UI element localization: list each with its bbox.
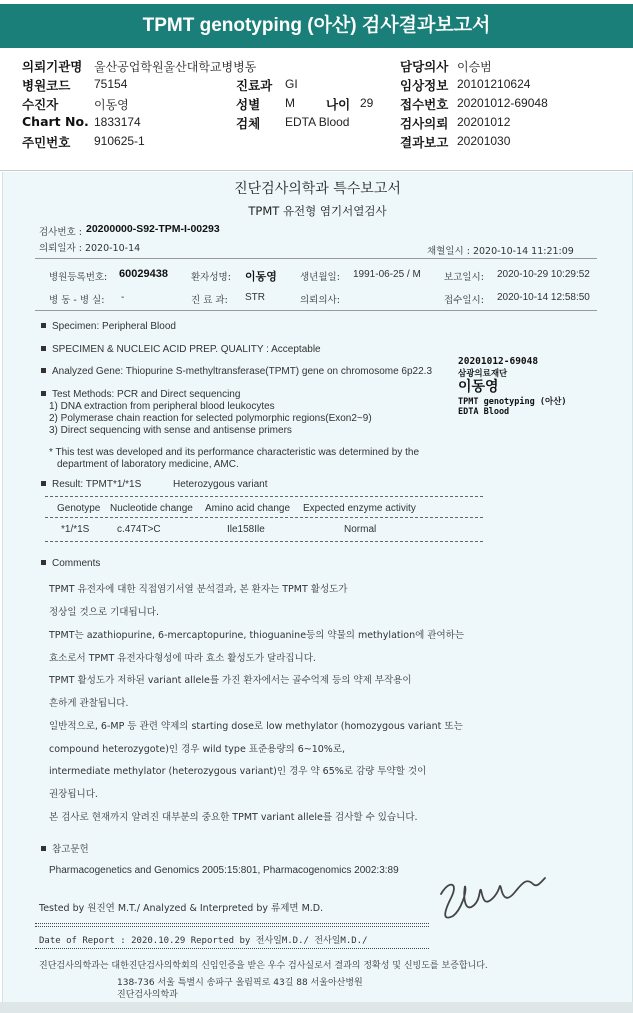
patient-box-top [35, 258, 597, 259]
header-value-clinical-info: 20101210624 [457, 77, 531, 91]
footer-dept: 진단검사의학과 [117, 990, 178, 1000]
dept-label: 진 료 과: [191, 295, 228, 306]
header-value-sex: M [285, 96, 295, 110]
comment-line-2: 정상일 것으로 기대됩니다. [49, 607, 160, 618]
header-value-request: 20201012 [457, 115, 511, 129]
table-mid-rule [45, 517, 483, 518]
reg-no: 60029438 [119, 268, 168, 280]
ward-label: 병 동 - 병 실: [49, 295, 105, 306]
comment-line-9: intermediate methylator (heterozygous variant)인 경우 약 65%로 감량 투약할 것이 [49, 766, 427, 777]
table-header-genotype: Genotype [57, 503, 101, 514]
header-value-specimen: EDTA Blood [285, 115, 350, 129]
report-rule-1 [35, 923, 429, 924]
result-line: Result: TPMT*1/*1S [41, 479, 141, 490]
specimen-label-sticker [458, 356, 590, 417]
note-line-2: department of laboratory medicine, AMC. [57, 459, 239, 470]
header-label-hospital-code: 병원코드 [22, 78, 71, 93]
header-value-receipt-no: 20201012-69048 [457, 96, 548, 110]
comments-title: Comments [41, 558, 100, 569]
comment-line-4: 효소로서 TPMT 유전자다형성에 따라 효소 활성도가 달라집니다. [49, 653, 316, 664]
header-label-doctor: 담당의사 [400, 59, 449, 74]
dept: STR [245, 292, 265, 303]
comment-line-11: 본 검사로 현재까지 알려진 대부분의 중요한 TPMT variant allele를 검사할 수 있습니다. [49, 812, 418, 823]
reg-no-label: 병원등록번호: [49, 272, 108, 283]
result-value: Heterozygous variant [173, 479, 268, 490]
table-bottom-rule [45, 541, 483, 542]
patient-box-bottom [35, 310, 597, 311]
request-header [0, 48, 633, 171]
signature-scribble [435, 872, 551, 928]
exam-no-label: 검사번호 : [39, 227, 82, 238]
collect-date: 채혈일시 : 2020-10-14 11:21:09 [427, 246, 574, 257]
header-label-org: 의뢰기관명 [22, 59, 83, 74]
header-value-resident-no: 910625-1 [94, 134, 145, 148]
table-cell-genotype: *1/*1S [61, 524, 90, 535]
request-date: 의뢰일자 : 2020-10-14 [39, 243, 141, 254]
note-line-1: * This test was developed and its performance characteristic was determined by the [49, 447, 419, 458]
header-value-result-report: 20201030 [457, 134, 511, 148]
doctor-label: 의뢰의사: [300, 295, 340, 306]
gene-line: Analyzed Gene: Thiopurine S-methyltransferase(TPMT) gene on chromosome 6p22.3 [41, 366, 432, 377]
comment-line-3: TPMT는 azathiopurine, 6-mercaptopurine, thioguanine등의 약물의 methylation에 관여하는 [49, 630, 464, 641]
refs: Pharmacogenetics and Genomics 2005:15:801, Pharmacogenomics 2002:3:89 [49, 865, 399, 876]
table-header-nucleotide: Nucleotide change [110, 503, 193, 514]
table-cell-enzyme: Normal [344, 524, 377, 535]
method-2: 2) Polymerase chain reaction for selected polymorphic regions(Exon2~9) [49, 413, 372, 424]
sticker-test: TPMT genotyping (아산) [458, 397, 567, 407]
tested-by: Tested by 원진연 M.T./ Analyzed & Interpreted by 류제면 M.D. [39, 903, 324, 914]
header-value-patient: 이동영 [94, 98, 129, 112]
header-value-age: 29 [360, 96, 374, 110]
exam-no: 20200000-S92-TPM-I-00293 [86, 223, 220, 235]
header-label-result-report: 결과보고 [400, 135, 449, 150]
scanned-report [2, 172, 633, 1002]
footer-strip [0, 1002, 633, 1013]
patient-name-label: 환자성명: [191, 272, 231, 283]
header-value-doctor: 이승범 [457, 60, 492, 74]
table-cell-amino: Ile158Ile [227, 524, 265, 535]
specimen-line: Specimen: Peripheral Blood [41, 321, 176, 332]
report-time: 2020-10-29 10:29:52 [497, 269, 590, 280]
quality-line: SPECIMEN & NUCLEIC ACID PREP. QUALITY : Acceptable [41, 344, 321, 355]
recv-time-label: 접수일시: [444, 295, 484, 306]
comment-line-10: 권장됩니다. [49, 789, 98, 800]
test-title: TPMT 유전형 염기서열검사 [248, 204, 387, 218]
comment-line-1: TPMT 유전자에 대한 직접염기서열 분석결과, 본 환자는 TPMT 활성도가 [49, 584, 348, 595]
header-label-patient: 수진자 [22, 97, 59, 112]
table-header-enzyme: Expected enzyme activity [303, 503, 416, 514]
comment-line-7: 일반적으로, 6-MP 등 관련 약제의 starting dose로 low methylator (homozygous variant 또는 [49, 721, 463, 732]
ward: - [121, 292, 125, 303]
patient-name: 이동영 [245, 270, 277, 283]
header-label-request: 검사의뢰 [400, 116, 449, 131]
header-label-receipt-no: 접수번호 [400, 97, 449, 112]
table-header-amino: Amino acid change [205, 503, 291, 514]
comment-line-8: compound heterozygote)인 경우 wild type 표준용량의 6~10%로, [49, 744, 346, 755]
header-value-hospital-code: 75154 [94, 77, 128, 91]
header-value-dept: GI [285, 77, 298, 91]
report-title: TPMT genotyping (아산) 검사결과보고서 [0, 4, 633, 48]
sticker-receipt-no: 20201012-69048 [458, 356, 539, 367]
recv-time: 2020-10-14 12:58:50 [497, 292, 590, 303]
header-label-clinical-info: 임상정보 [400, 78, 449, 93]
refs-title: 참고문헌 [41, 841, 89, 855]
methods-title: Test Methods: PCR and Direct sequencing [41, 389, 240, 400]
method-3: 3) Direct sequencing with sense and antisense primers [49, 425, 292, 436]
table-cell-nucleotide: c.474T>C [117, 524, 161, 535]
table-top-rule [45, 496, 483, 497]
comment-line-6: 흔하게 관찰됩니다. [49, 698, 129, 709]
footer-cert: 진단검사의학과는 대한진단검사의학회의 신임인증을 받은 우수 검사실로서 결과의 정확성 및 신빙도를 보증합니다. [39, 961, 488, 971]
report-rule-3 [35, 948, 429, 949]
header-label-sex: 성별 [236, 97, 261, 112]
header-label-specimen: 검체 [236, 116, 261, 131]
header-label-resident-no: 주민번호 [22, 135, 71, 150]
sticker-org: 삼광의료재단 [458, 369, 508, 379]
header-label-age: 나이 [326, 97, 351, 112]
comment-line-5: TPMT 활성도가 저하된 variant allele를 가진 환자에서는 골수억제 등의 약제 부작용이 [49, 675, 412, 686]
date-of-report: Date of Report : 2020.10.29 Reported by 전사일M.D./ 전사일M.D./ [39, 936, 368, 946]
header-label-dept: 진료과 [236, 78, 273, 93]
footer-address: 138-736 서울 특별시 송파구 올림픽로 43길 88 서울아산병원 [117, 978, 363, 988]
sticker-patient-name: 이동영 [458, 379, 499, 395]
header-value-chart-no: 1833174 [94, 115, 141, 129]
report-rule-2 [35, 926, 429, 927]
dob: 1991-06-25 / M [353, 269, 421, 280]
dob-label: 생년월일: [300, 272, 340, 283]
header-value-org: 울산공업학원울산대학교병병동 [94, 60, 257, 74]
dept-report-title: 진단검사의학과 특수보고서 [234, 181, 401, 197]
method-1: 1) DNA extraction from peripheral blood leukocytes [49, 401, 275, 412]
report-time-label: 보고일시: [444, 272, 484, 283]
sticker-specimen: EDTA Blood [458, 407, 510, 417]
header-label-chart-no: Chart No. [22, 114, 89, 129]
